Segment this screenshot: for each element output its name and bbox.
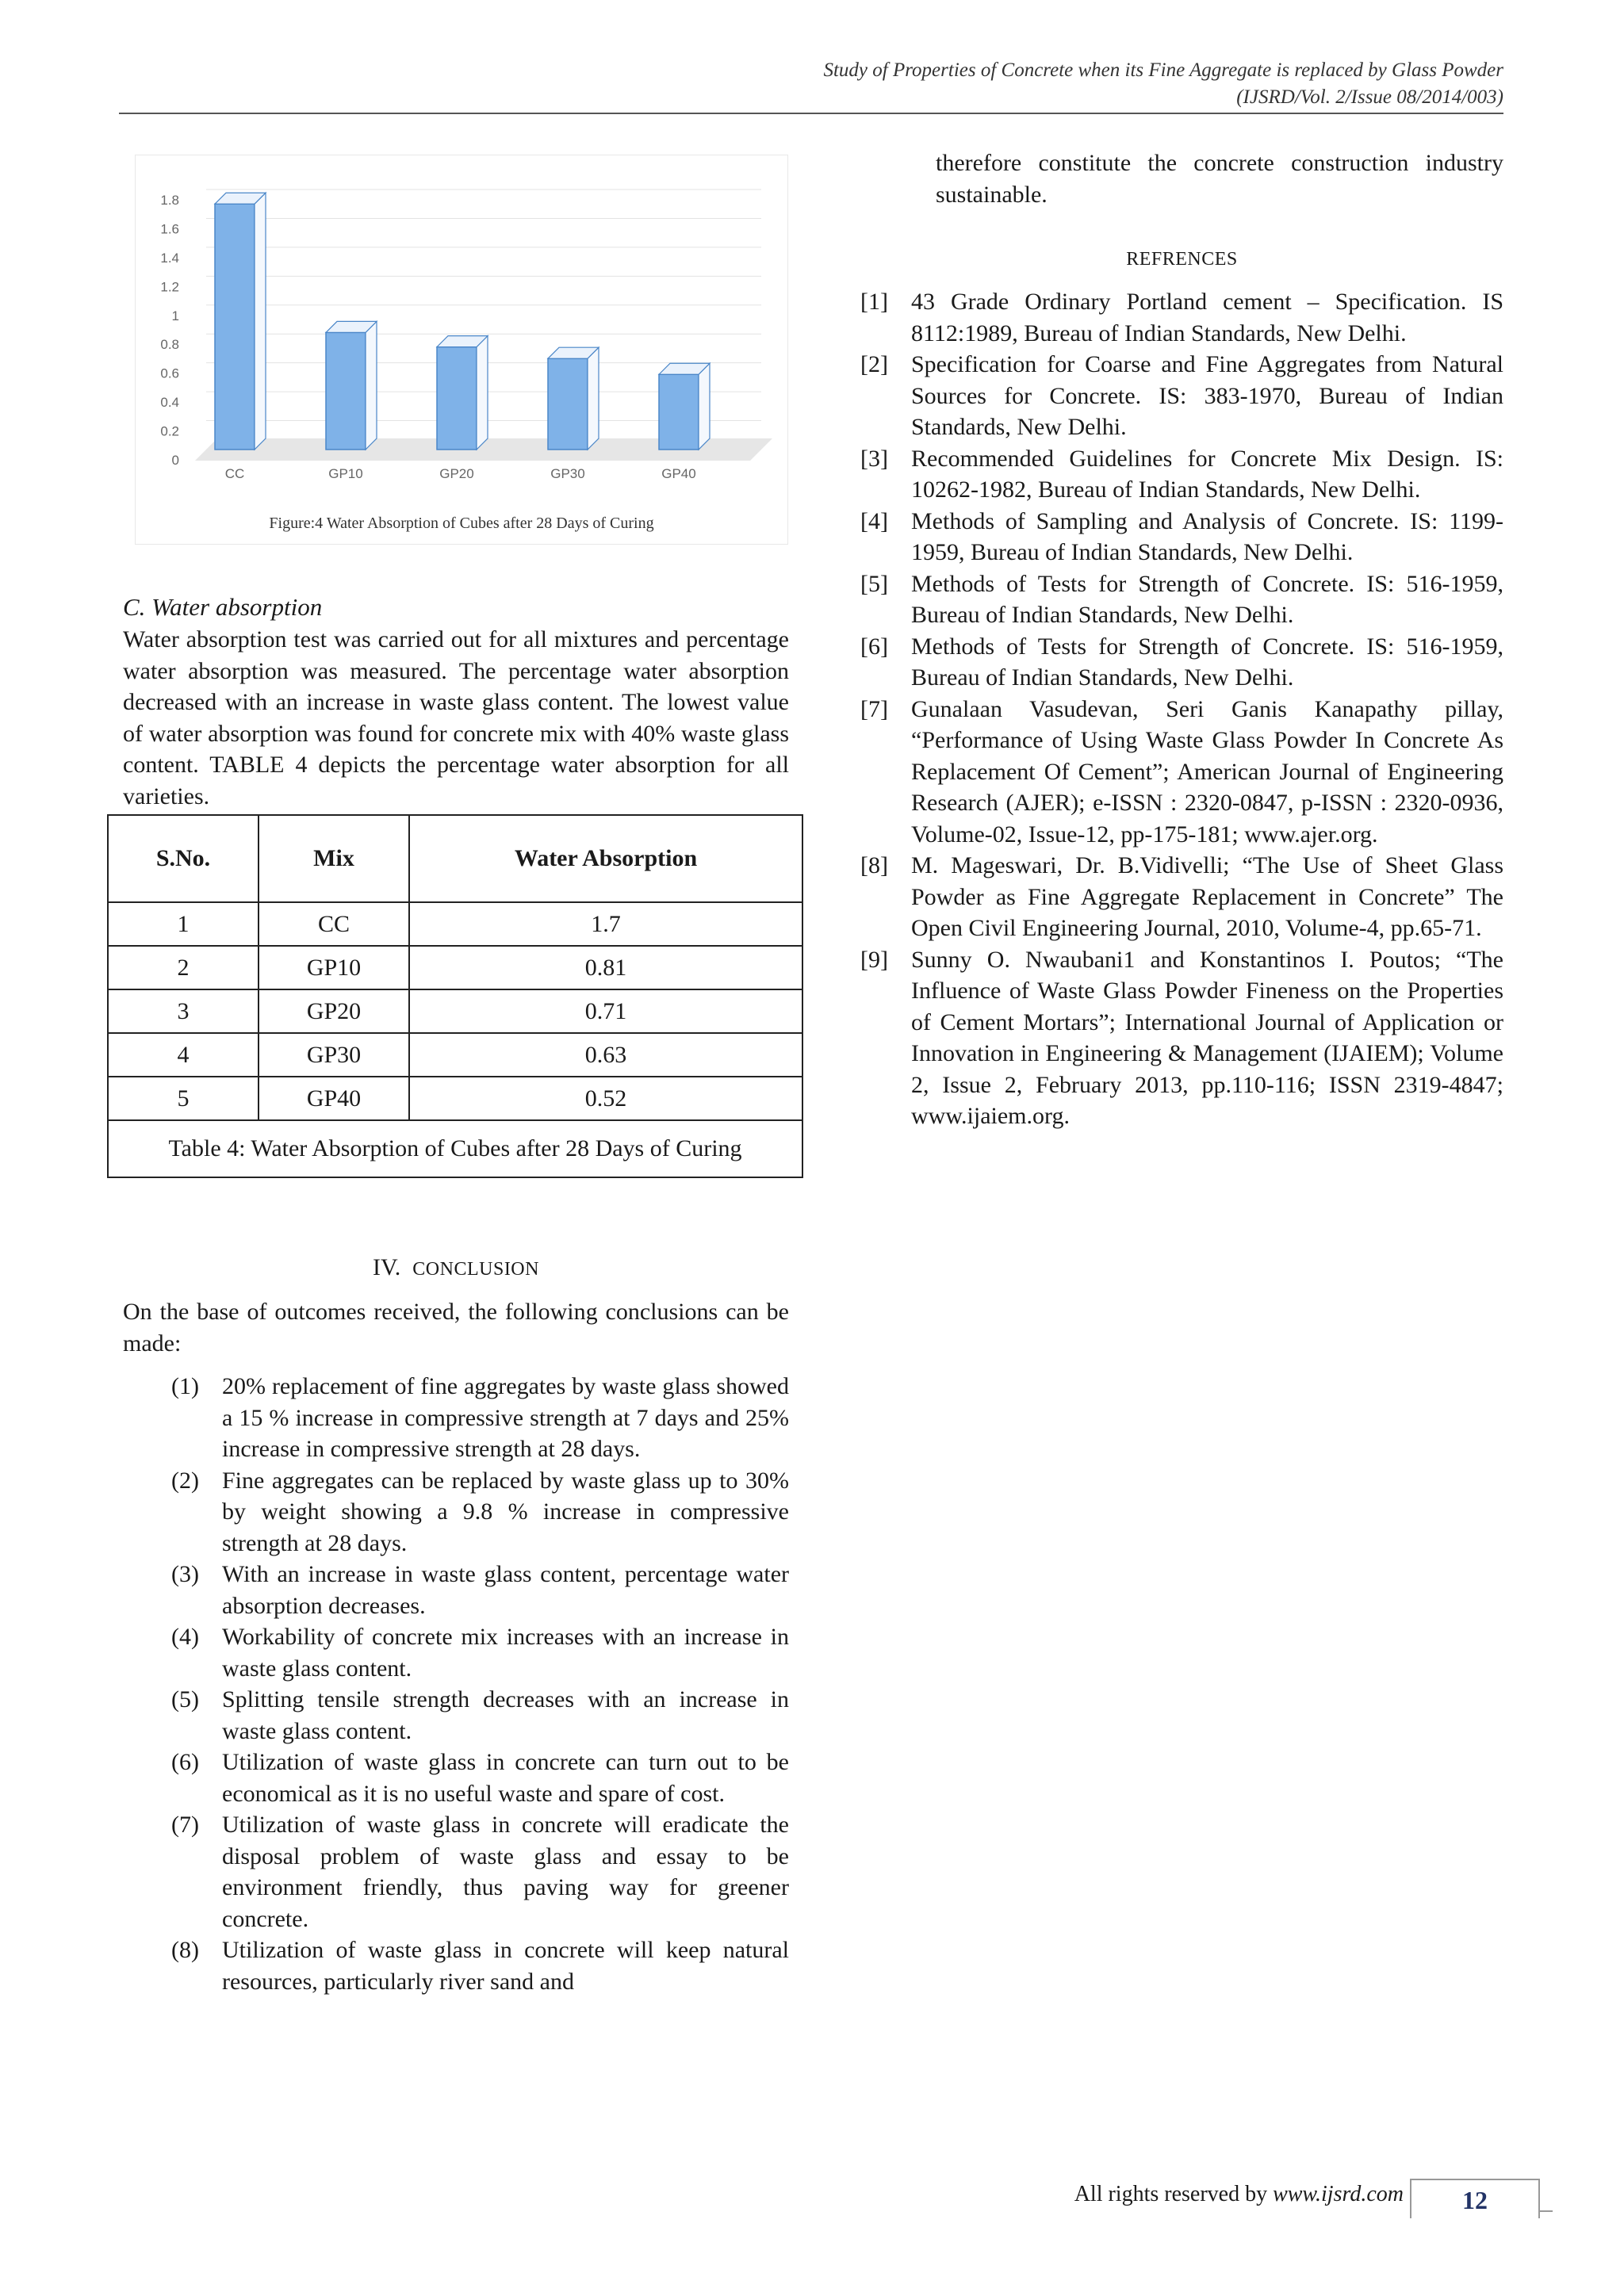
list-item-number: [8] (860, 852, 888, 878)
table-cell: GP30 (259, 1033, 409, 1077)
table-cell: CC (259, 902, 409, 946)
list-item-number: (5) (171, 1686, 199, 1712)
y-tick-label: 0.8 (160, 337, 179, 353)
table-cell: GP20 (259, 989, 409, 1033)
list-item-text: Methods of Tests for Strength of Concrete. IS: 516-1959, Bureau of Indian Standards, New Delhi. (911, 570, 1503, 628)
list-item (860, 694, 1503, 851)
list-item (171, 1934, 789, 1997)
list-item-text: 43 Grade Ordinary Portland cement – Specification. IS 8112:1989, Bureau of Indian Standards, New Delhi. (911, 289, 1503, 346)
list-item (860, 568, 1503, 631)
table-cell: 3 (108, 989, 259, 1033)
list-item-text: Splitting tensile strength decreases with an increase in waste glass content. (222, 1686, 789, 1744)
list-item-number: [7] (860, 695, 888, 722)
bar (659, 363, 710, 450)
x-tick-label: GP30 (550, 466, 585, 481)
list-item-number: [4] (860, 507, 888, 534)
table-cell: 0.52 (409, 1077, 802, 1120)
section-c-heading: C. Water absorption (123, 593, 323, 621)
list-item (860, 850, 1503, 944)
list-item-number: [6] (860, 633, 888, 660)
list-item (171, 1559, 789, 1621)
bar-front (437, 347, 477, 450)
list-item-number: (4) (171, 1624, 199, 1650)
conclusion-list (171, 1371, 789, 1997)
list-item-number: (6) (171, 1749, 199, 1775)
header-rule (119, 113, 1503, 114)
bar-side (366, 321, 377, 450)
footer-rights-text: All rights reserved by (1074, 2182, 1274, 2206)
table-cell: GP40 (259, 1077, 409, 1120)
list-item (171, 1747, 789, 1809)
list-item-number: [1] (860, 289, 888, 315)
list-item (860, 631, 1503, 694)
y-tick-label: 0.6 (160, 365, 179, 381)
footer-site-link[interactable]: www.ijsrd.com (1273, 2182, 1404, 2206)
y-tick-label: 1.2 (160, 279, 179, 295)
list-item-number: (3) (171, 1561, 199, 1587)
table-cell: GP10 (259, 946, 409, 989)
conclusion-title: CONCLUSION (412, 1259, 539, 1280)
list-item-number: [9] (860, 946, 888, 973)
running-header (119, 57, 1503, 111)
list-item-text: Fine aggregates can be replaced by waste glass up to 30% by weight showing a 9.8 % increase in compressive strength at 28 days. (222, 1467, 789, 1556)
table-cell: 2 (108, 946, 259, 989)
y-tick-label: 1.6 (160, 221, 179, 237)
list-item-text: Utilization of waste glass in concrete can turn out to be economical as it is no useful waste and spare of cost. (222, 1749, 789, 1807)
footer-rights (952, 2182, 1404, 2207)
list-item-number: (1) (171, 1373, 199, 1399)
table-row (108, 1033, 802, 1077)
water-absorption-table (107, 814, 803, 1178)
bar-front (326, 332, 366, 450)
table-cell: 5 (108, 1077, 259, 1120)
list-item-text: Gunalaan Vasudevan, Seri Ganis Kanapathy pillay, “Performance of Using Waste Glass Powder In Concrete As Replacement Of Cement”; American Journal of Engineering Research (AJER); e-ISSN : 2320-0847, p-ISSN : 2320-0936, Volume-02, Issue-12, pp-175-181; www.ajer.org. (911, 695, 1503, 848)
bar (437, 336, 488, 450)
figure-caption: Figure:4 Water Absorption of Cubes after 28 Days of Curing (269, 515, 654, 532)
y-tick-label: 1 (171, 308, 179, 323)
bar-side (699, 363, 710, 450)
x-tick-label: CC (224, 466, 245, 481)
list-item (860, 349, 1503, 443)
list-item-number: [3] (860, 445, 888, 472)
y-tick-label: 1.8 (160, 193, 179, 208)
x-tick-label: GP40 (661, 466, 696, 481)
bar-front (548, 358, 588, 450)
conclusion-continuation: therefore constitute the concrete construction industry sustainable. (936, 150, 1503, 208)
list-item-text: Methods of Tests for Strength of Concrete. IS: 516-1959, Bureau of Indian Standards, New Delhi. (911, 633, 1503, 691)
conclusion-heading (123, 1254, 789, 1281)
bar-side (255, 193, 266, 450)
table-caption-row (108, 1120, 802, 1177)
page-number: 12 (1410, 2179, 1540, 2218)
references-title: REFRENCES (1126, 249, 1238, 270)
list-item (860, 944, 1503, 1132)
bar (548, 347, 599, 450)
list-item (860, 506, 1503, 568)
list-item-text: Utilization of waste glass in concrete will eradicate the disposal problem of waste glass and essay to be environment friendly, thus paving way for greener concrete. (222, 1812, 789, 1932)
y-tick-label: 1.4 (160, 250, 179, 266)
list-item (171, 1621, 789, 1684)
table-cell: 0.71 (409, 989, 802, 1033)
bar-front (659, 374, 699, 450)
bar-side (588, 347, 599, 450)
y-tick-label: 0 (171, 453, 179, 468)
table-row (108, 902, 802, 946)
list-item (860, 286, 1503, 349)
table-row (108, 989, 802, 1033)
table-cell: 0.63 (409, 1033, 802, 1077)
section-c-body: Water absorption test was carried out for all mixtures and percentage water absorption was measured. The percentage water absorption decreased with an increase in waste glass content. The lowest value of water absorption was found for concrete mix with 40% waste glass content. TABLE 4 depicts the percentage water absorption for all varieties. (123, 626, 789, 809)
list-item-text: Sunny O. Nwaubani1 and Konstantinos I. Poutos; “The Influence of Waste Glass Powder Fineness on the Properties of Cement Mortars”; International Journal of Application or Innovation in Engineering & Management (IJAIEM); Volume 2, Issue 2, February 2013, pp.110-116; ISSN 2319-4847; www.ijaiem.org. (911, 946, 1503, 1129)
table-header-sno: S.No. (108, 815, 259, 902)
table-cell: 1.7 (409, 902, 802, 946)
table-header-mix: Mix (259, 815, 409, 902)
table-row (108, 1077, 802, 1120)
y-tick-label: 0.4 (160, 395, 179, 411)
footer-rule (1538, 2210, 1553, 2212)
list-item-text: Methods of Sampling and Analysis of Concrete. IS: 1199-1959, Bureau of Indian Standards, New Delhi. (911, 507, 1503, 565)
list-item (171, 1371, 789, 1465)
table-header-water-absorption: Water Absorption (409, 815, 802, 902)
conclusion-intro: On the base of outcomes received, the following conclusions can be made: (123, 1299, 789, 1357)
x-tick-label: GP10 (328, 466, 363, 481)
figure-4 (135, 155, 788, 545)
table-cell: 1 (108, 902, 259, 946)
bar-side (477, 336, 488, 450)
list-item-number: (8) (171, 1937, 199, 1963)
y-tick-label: 0.2 (160, 423, 179, 439)
list-item-text: Recommended Guidelines for Concrete Mix Design. IS: 10262-1982, Bureau of Indian Standards, New Delhi. (911, 445, 1503, 503)
list-item-number: (2) (171, 1467, 199, 1494)
list-item-text: With an increase in waste glass content, percentage water absorption decreases. (222, 1561, 789, 1619)
list-item (860, 443, 1503, 506)
table-cell: 4 (108, 1033, 259, 1077)
list-item (171, 1465, 789, 1559)
list-item (171, 1809, 789, 1934)
references-list (860, 286, 1503, 1132)
list-item-number: [5] (860, 570, 888, 597)
list-item-text: Workability of concrete mix increases with an increase in waste glass content. (222, 1624, 789, 1682)
x-tick-label: GP20 (439, 466, 474, 481)
table-row (108, 946, 802, 989)
list-item-text: 20% replacement of fine aggregates by waste glass showed a 15 % increase in compressive strength at 7 days and 25% increase in compressive strength at 28 days. (222, 1373, 789, 1462)
list-item-text: Specification for Coarse and Fine Aggregates from Natural Sources for Concrete. IS: 383-1970, Bureau of Indian Standards, New Delhi. (911, 351, 1503, 440)
table-cell: 0.81 (409, 946, 802, 989)
references-heading (860, 244, 1503, 271)
conclusion-numeral: IV. (373, 1254, 401, 1280)
bar (215, 193, 266, 450)
water-absorption-chart (136, 155, 787, 544)
table-header-row (108, 815, 802, 902)
bar (326, 321, 377, 450)
header-citation: (IJSRD/Vol. 2/Issue 08/2014/003) (1236, 86, 1503, 108)
header-title: Study of Properties of Concrete when its Fine Aggregate is replaced by Glass Powder (823, 59, 1503, 81)
bar-front (215, 204, 255, 450)
list-item-text: Utilization of waste glass in concrete will keep natural resources, particularly river sand and (222, 1937, 789, 1995)
list-item-number: (7) (171, 1812, 199, 1838)
list-item-number: [2] (860, 351, 888, 377)
table-caption: Table 4: Water Absorption of Cubes after 28 Days of Curing (108, 1120, 802, 1177)
list-item-text: M. Mageswari, Dr. B.Vidivelli; “The Use of Sheet Glass Powder as Fine Aggregate Replacement in Concrete” The Open Civil Engineering Journal, 2010, Volume-4, pp.65-71. (911, 852, 1503, 941)
list-item (171, 1684, 789, 1747)
